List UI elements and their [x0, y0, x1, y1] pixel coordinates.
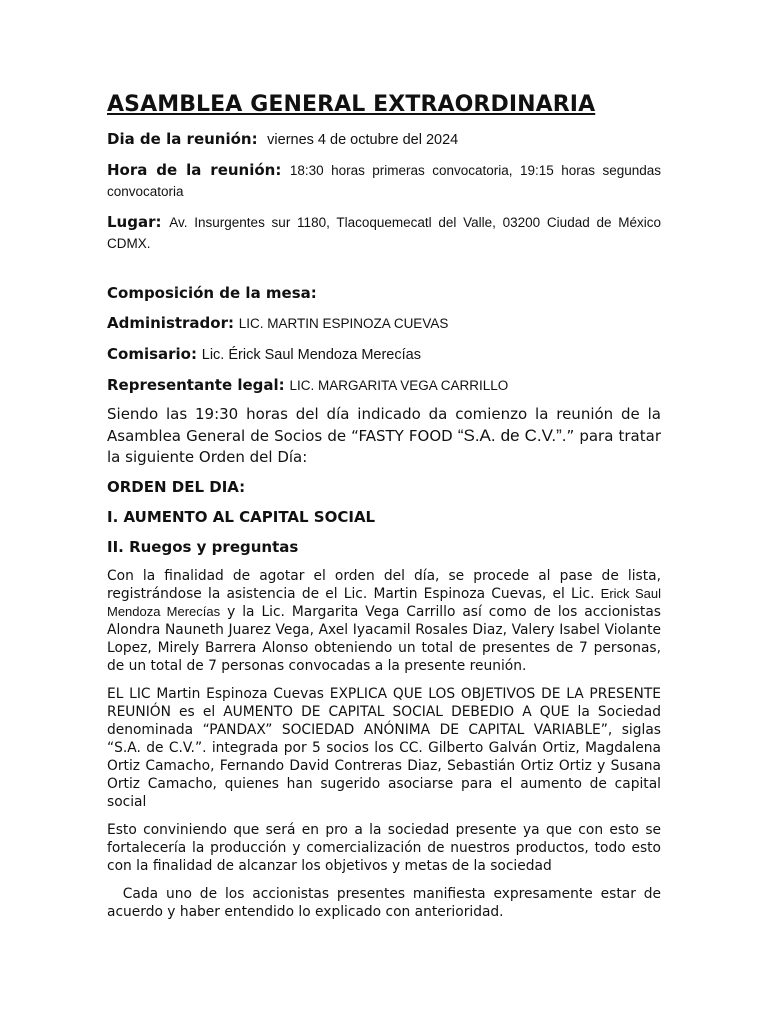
- document-body: [107, 88, 666, 921]
- attendance-comisario-name: Erick Saul Mendoza Merecías: [107, 586, 661, 619]
- meeting-time-value: 18:30 horas primeras convocatoria, 19:15 horas segundas convocatoria: [107, 163, 661, 199]
- intro-company-suffix: “S.A. de C.V.”.: [457, 426, 567, 445]
- attendance-text-a: Con la finalidad de agotar el orden del día, se procede al pase de lista, registrándose la asistencia de el Lic. Martin Espinoza Cuevas, el Lic.: [107, 568, 661, 602]
- attendance-paragraph: [107, 567, 661, 675]
- agenda-item-2: II. Ruegos y preguntas: [107, 538, 299, 556]
- meeting-time-label: Hora de la reunión:: [107, 161, 282, 179]
- admin-label: Administrador:: [107, 314, 234, 332]
- meeting-place-value: Av. Insurgentes sur 1180, Tlacoquemecatl del Valle, 03200 Ciudad de México CDMX.: [107, 215, 661, 251]
- intro-paragraph: [107, 404, 661, 468]
- comisario-value: Lic. Érick Saul Mendoza Merecías: [201, 347, 421, 363]
- agreement-paragraph: Cada uno de los accionistas presentes manifiesta expresamente estar de acuerdo y haber entendido lo explicado con anterioridad.: [107, 886, 666, 920]
- agenda-item-1: I. AUMENTO AL CAPITAL SOCIAL: [107, 508, 376, 526]
- comisario-label: Comisario:: [107, 345, 197, 363]
- attendance-text-b: y la Lic. Margarita Vega Carrillo así como de los accionistas Alondra Nauneth Juarez Vega, Axel Iyacamil Rosales Diaz, Valery Isabel Violante Lopez, Mirely Barrera Alonso obteniendo un total de presentes de 7 personas, de un total de 7 personas convocadas a la presente reunión.: [107, 604, 661, 674]
- intro-part1: Siendo las 19:30 horas del día indicado da comienzo la reunión de la Asamblea General de Socios de “FASTY FOOD: [107, 405, 661, 445]
- meeting-place: [107, 212, 661, 254]
- intro-part3: ” para tratar la siguiente Orden del Día:: [107, 427, 661, 466]
- benefit-paragraph: Esto conviniendo que será en pro a la sociedad presente ya que con esto se fortalecería la producción y comercialización de nuestros productos, todo esto con la finalidad de alcanzar los objetivos y metas de la sociedad: [107, 822, 661, 874]
- meeting-date-label: Dia de la reunión:: [107, 130, 258, 148]
- objectives-paragraph: EL LIC Martin Espinoza Cuevas EXPLICA QUE LOS OBJETIVOS DE LA PRESENTE REUNIÓN es el AUMENTO DE CAPITAL SOCIAL DEBEDIO A QUE la Sociedad denominada “PANDAX” SOCIEDAD ANÓNIMA DE CAPITAL VARIABLE”, siglas “S.A. de C.V.”. integrada por 5 socios los CC. Gilberto Galván Ortiz, Magdalena Ortiz Camacho, Fernando David Contreras Diaz, Sebastián Ortiz Ortiz y Susana Ortiz Camacho, quienes han sugerido asociarse para el aumento de capital social: [107, 686, 661, 810]
- board-comisario: [107, 344, 661, 365]
- board-heading: Composición de la mesa:: [107, 284, 317, 302]
- representative-value: LIC. MARGARITA VEGA CARRILLO: [289, 378, 509, 393]
- meeting-date: [107, 129, 661, 150]
- admin-value: LIC. MARTIN ESPINOZA CUEVAS: [238, 316, 449, 331]
- representative-label: Representante legal:: [107, 376, 285, 394]
- agenda-heading: ORDEN DEL DIA:: [107, 478, 246, 496]
- meeting-place-label: Lugar:: [107, 213, 162, 231]
- meeting-time: [107, 160, 661, 202]
- board-admin: [107, 313, 661, 334]
- board-representative: [107, 375, 661, 396]
- document-title: ASAMBLEA GENERAL EXTRAORDINARIA: [107, 92, 596, 117]
- meeting-date-value: viernes 4 de octubre del 2024: [267, 132, 459, 148]
